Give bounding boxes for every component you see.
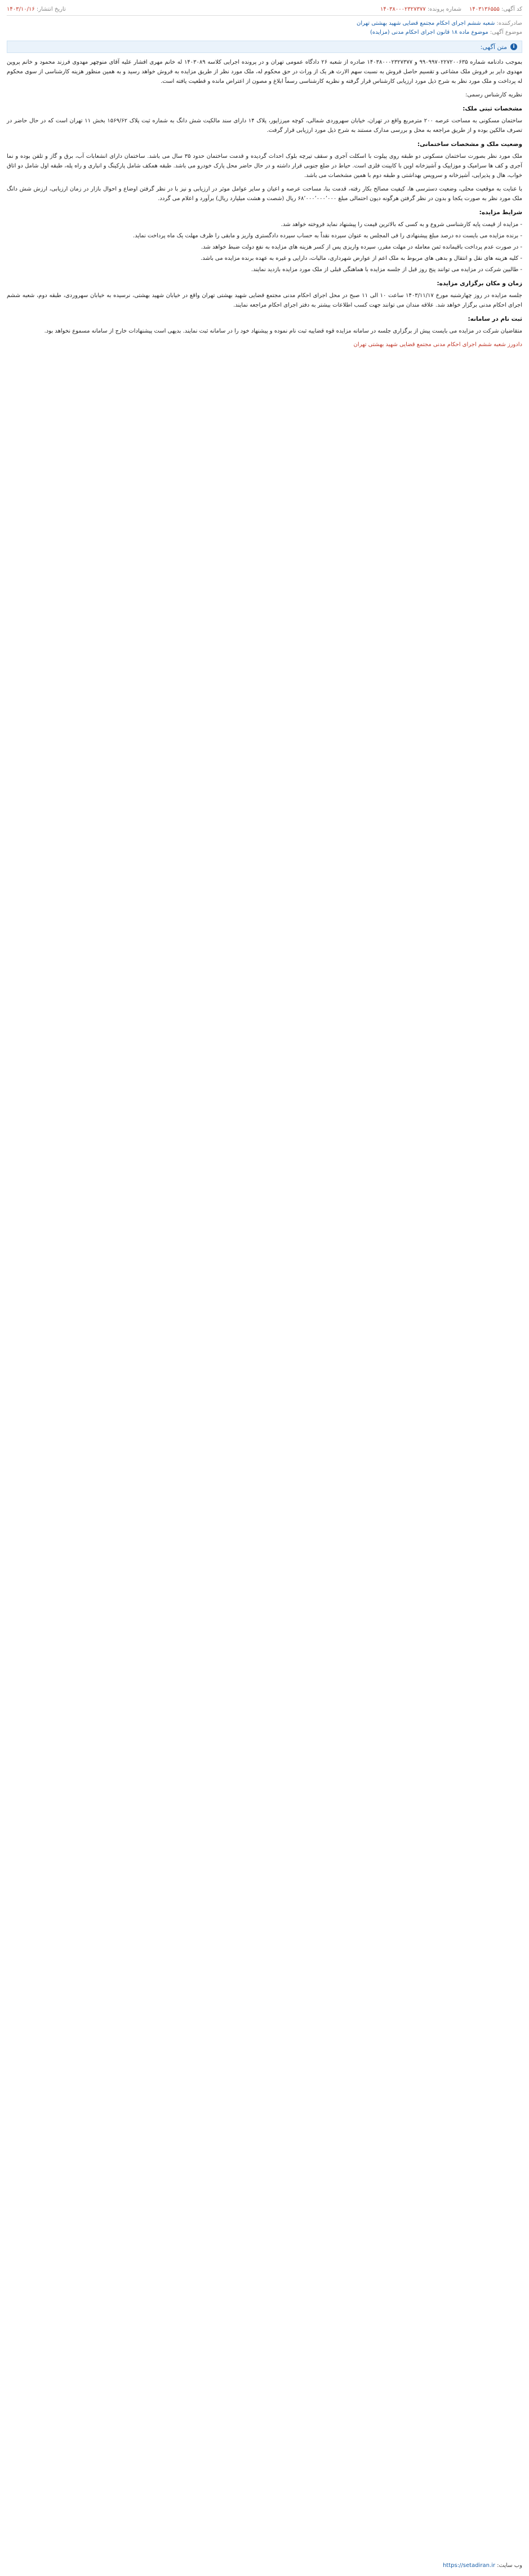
- list-item: - برنده مزایده می بایست ده درصد مبلغ پیشنهادی را فی المجلس به عنوان سپرده نقداً به حساب سپرده دادگستری واریز و مابقی را ظرف مهلت یک ماه پرداخت نماید.: [7, 231, 522, 241]
- section-paragraph: ساختمان مسکونی به مساحت عرصه ۲۰۰ مترمربع واقع در تهران، خیابان سهروردی شمالی، کوچه میرزاپور، پلاک ۱۴ دارای سند مالکیت شش دانگ به شماره ثبت پلاک ۱۵۶۹/۶۲ بخش ۱۱ تهران است که در حال حاضر در تصرف مالکین بوده و از طریق مراجعه به محل و بررسی مدارک مستند به شرح ذیل مورد ارزیابی قرار گرفت.: [7, 118, 522, 134]
- tracking-code: کد آگهی: ۱۴۰۳۱۳۶۵۵۵: [469, 6, 522, 12]
- signature: دادورز شعبه ششم اجرای احکام مدنی مجتمع قضایی شهید بهشتی تهران: [353, 342, 522, 348]
- notice-body: [7, 57, 522, 349]
- list-item: - طالبین شرکت در مزایده می توانند پنج روز قبل از جلسه مزایده با هماهنگی قبلی از ملک مورد مزایده بازدید نمایند.: [7, 265, 522, 275]
- info-icon: i: [510, 43, 517, 50]
- intro-paragraph: بموجب دادنامه شماره ۹۹۰۹۹۷۰۲۲۷۲۰۰۶۳۵ و ۱۴۰۳۸۰۰۰۲۳۲۷۳۷۷ صادره از شعبه ۲۶ دادگاه عمومی تهران و در پرونده اجرایی کلاسه ۱۴۰۳۰۸۹ له خانم مهری افشار علیه آقای منوچهر مهدوی فرزند محمود و خانم پروین مهدوی دایر بر فروش ملک مشاعی و تقسیم حاصل فروش به نسبت سهم الارث هر یک از وراث در حق محکوم له، ملک مورد نظر از طریق مزایده به فروش خواهد رسید و به همین منظور هزینه کارشناسی از سوی محکوم له پرداخت و ملک مورد نظر به شرح ذیل مورد ارزیابی کارشناس قرار گرفته و نظریه کارشناسی رسماً ابلاغ و مصون از اعتراض مانده و قطعیت یافته است.: [7, 59, 523, 85]
- notice-title-bar: [7, 41, 522, 53]
- section-heading: ثبت نام در سامانه:: [468, 316, 522, 322]
- notice-header-bar: [7, 6, 522, 16]
- notice-meta: [7, 19, 522, 37]
- section-heading: زمان و مکان برگزاری مزایده:: [437, 280, 522, 287]
- list-item: - کلیه هزینه های نقل و انتقال و بدهی های مربوط به ملک اعم از عوارض شهرداری، مالیات، دارایی و غیره به عهده برنده مزایده می باشد.: [7, 254, 522, 263]
- publish-date: تاریخ انتشار: ۱۴۰۳/۱۰/۱۶: [7, 6, 66, 12]
- list-item: - مزایده از قیمت پایه کارشناسی شروع و به کسی که بالاترین قیمت را پیشنهاد نماید فروخته خواهد شد.: [7, 220, 522, 229]
- section-heading: مشخصات ثبتی ملک:: [463, 105, 522, 112]
- record-number: شماره پرونده: ۱۴۰۳۸۰۰۰۲۳۲۷۳۷۷: [380, 6, 462, 12]
- subject-row: موضوع آگهی: موضوع ماده ۱۸ قانون اجرای احکام مدنی (مزایده): [370, 29, 522, 36]
- section-paragraph: با عنایت به موقعیت محلی، وضعیت دسترسی ها، کیفیت مصالح بکار رفته، قدمت بنا، مساحت عرصه و اعیان و سایر عوامل موثر در ارزیابی و نیز با در نظر گرفتن اوضاع و احوال بازار در زمان ارزیابی، ارزش شش دانگ ملک مورد نظر به صورت یکجا و بدون در نظر گرفتن هرگونه دیون احتمالی مبلغ ۶۸٬۰۰۰٬۰۰۰٬۰۰۰ ریال (شصت و هشت میلیارد ریال) برآورد و اعلام می گردد.: [7, 186, 522, 202]
- notice-title: متن آگهی:: [480, 43, 507, 51]
- section-heading: شرایط مزایده:: [479, 209, 522, 216]
- list-item: - در صورت عدم پرداخت باقیمانده ثمن معامله در مهلت مقرر، سپرده واریزی پس از کسر هزینه های مزایده به نفع دولت ضبط خواهد شد.: [7, 242, 522, 252]
- conditions-list: [7, 220, 522, 275]
- section-paragraph: متقاضیان شرکت در مزایده می بایست پیش از برگزاری جلسه در سامانه مزایده قوه قضاییه ثبت نام نموده و پیشنهاد خود را در سامانه ثبت نمایند. بدیهی است پیشنهادات خارج از سامانه مسموع نخواهد بود.: [44, 328, 522, 334]
- section-heading: وضعیت ملک و مشخصات ساختمانی:: [417, 141, 522, 148]
- notice-footer: [7, 2561, 522, 2570]
- site-link[interactable]: https://setadiran.ir: [442, 2562, 495, 2569]
- issuer-row: صادرکننده: شعبه ششم اجرای احکام مجتمع قضایی شهید بهشتی تهران: [357, 20, 522, 26]
- section-paragraph: ملک مورد نظر بصورت ساختمان مسکونی دو طبقه روی پیلوت با اسکلت آجری و سقف تیرچه بلوک احداث گردیده و قدمت ساختمان حدود ۳۵ سال می باشد. ساختمان دارای انشعابات آب، برق و گاز و تلفن بوده و نما آجری و کف ها سرامیک و موزاییک و آشپزخانه اوپن با کابینت فلزی است. حیاط در ضلع جنوبی قرار داشته و در حال حاضر محل پارک خودرو می باشد. طبقه همکف شامل پارکینگ و انباری و راه پله، طبقه اول شامل دو اتاق خواب، هال و پذیرایی، آشپزخانه و سرویس بهداشتی و طبقه دوم با همین مشخصات می باشد.: [7, 153, 522, 179]
- section-paragraph: جلسه مزایده در روز چهارشنبه مورخ ۱۴۰۳/۱۱/۱۷ ساعت ۱۰ الی ۱۱ صبح در محل اجرای احکام مدنی مجتمع قضایی شهید بهشتی تهران واقع در خیابان شهید بهشتی، نرسیده به خیابان سهروردی، طبقه دوم، شعبه ششم اجرای احکام مدنی برگزار خواهد شد. علاقه مندان می توانند جهت کسب اطلاعات بیشتر به دفتر اجرای احکام مراجعه نمایند.: [7, 293, 522, 308]
- expert-heading: نظریه کارشناس رسمی:: [465, 92, 522, 98]
- site-label: وب سایت:: [497, 2562, 522, 2569]
